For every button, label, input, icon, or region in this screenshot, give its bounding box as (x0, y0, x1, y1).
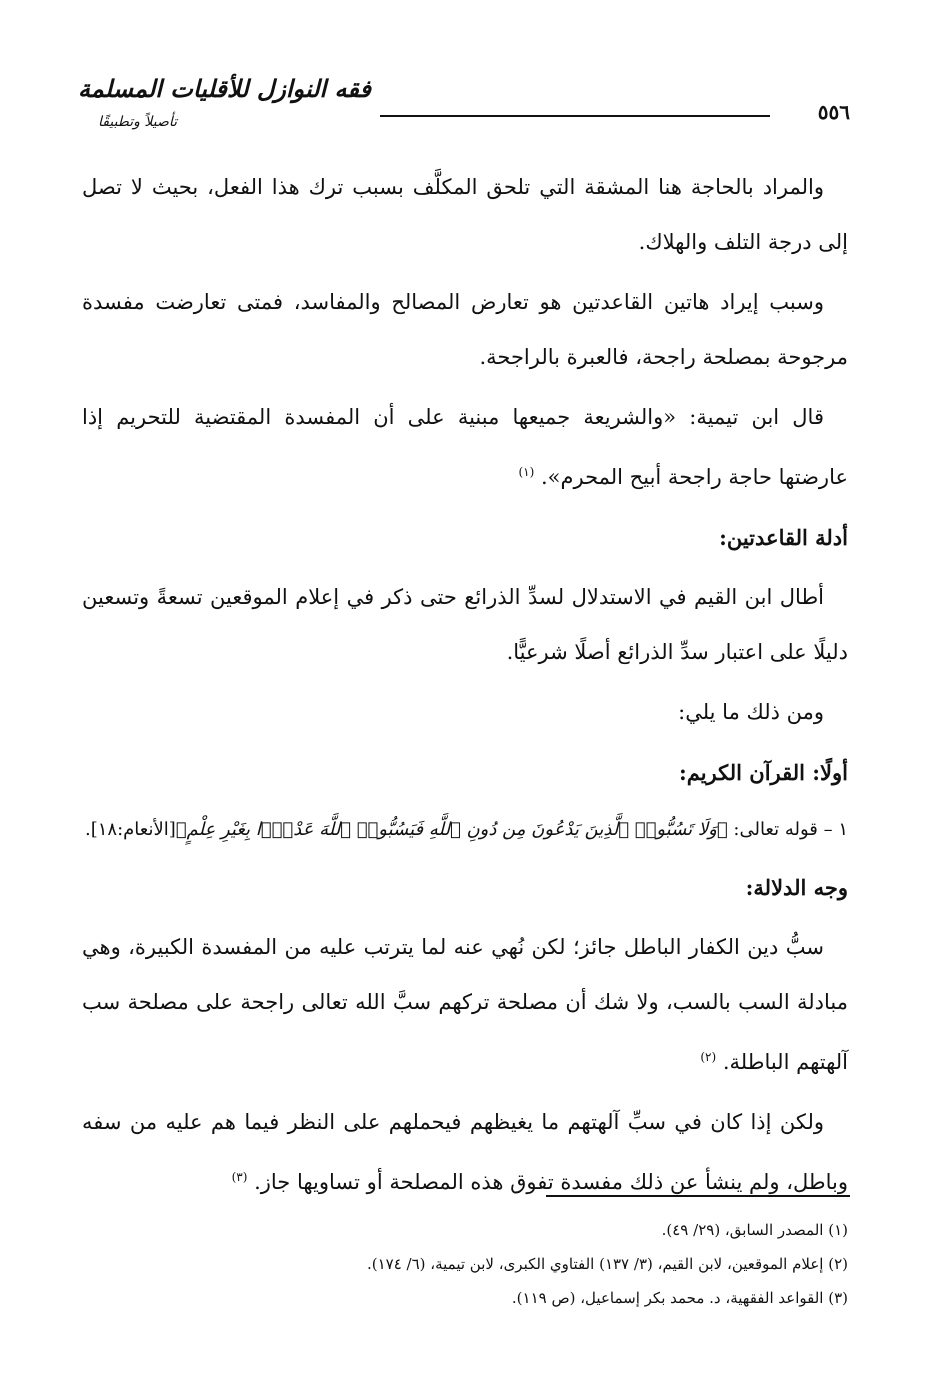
book-subtitle: تأصيلاً وتطبيقًا (98, 114, 178, 130)
subsection-heading: أولًا: القرآن الكريم: (678, 760, 848, 785)
footnotes (82, 1213, 848, 1315)
footnote-ref-1: (١) (518, 465, 535, 479)
paragraph (82, 685, 848, 740)
paragraph (82, 160, 848, 270)
quote-paragraph (82, 390, 848, 505)
footnote-3: (٣) القواعد الفقهية، د. محمد بكر إسماعيل، (ص ١١٩). (511, 1289, 848, 1307)
paragraph (82, 1095, 848, 1210)
book-title: فقه النوازل للأقليات المسلمة (78, 74, 372, 103)
paragraph (82, 920, 848, 1090)
quran-verse-line (82, 805, 848, 855)
section-heading: أدلة القاعدتين: (719, 525, 848, 550)
running-header (78, 62, 850, 142)
paragraph-text: والمراد بالحاجة هنا المشقة التي تلحق المكلَّف بسبب ترك هذا الفعل، بحيث لا تصل إلى درجة التلف والهلاك. (82, 175, 848, 254)
footnote-ref-3: (٣) (231, 1170, 248, 1184)
verse-prefix: ١ – قوله تعالى: (727, 819, 848, 840)
paragraph-text: سبُّ دين الكفار الباطل جائز؛ لكن نُهي عنه لما يترتب عليه من المفسدة الكبيرة، وهي مبادلة السب بالسب، ولا شك أن مصلحة تركهم سبَّ الله تعالى راجحة على مصلحة سب آلهتهم الباطلة. (82, 935, 848, 1074)
page-number: ٥٥٦ (817, 100, 850, 124)
quran-verse: ﴿وَلَا تَسُبُّوا۟ ٱلَّذِينَ يَدْعُونَ مِن دُونِ ٱللَّهِ فَيَسُبُّوا۟ ٱللَّهَ عَدْوًۢا بِغَيْرِ عِلْمٍ﴾ (175, 819, 728, 840)
footnote-separator (546, 1195, 850, 1197)
page-body (82, 160, 848, 1215)
subsection-heading: وجه الدلالة: (745, 875, 848, 900)
paragraph-text: وسبب إيراد هاتين القاعدتين هو تعارض المصالح والمفاسد، فمتى تعارضت مفسدة مرجوحة بمصلحة راجحة، فالعبرة بالراجحة. (82, 290, 848, 369)
footnote-2: (٢) إعلام الموقعين، لابن القيم، (٣/ ١٣٧) الفتاوي الكبرى، لابن تيمية، (٦/ ١٧٤). (366, 1255, 848, 1273)
paragraph (82, 275, 848, 385)
footnote-ref-2: (٢) (700, 1050, 717, 1064)
paragraph (82, 570, 848, 680)
verse-reference: [الأنعام:١٨]. (85, 819, 176, 840)
paragraph-text: ومن ذلك ما يلي: (678, 700, 824, 724)
paragraph-text: ولكن إذا كان في سبِّ آلهتهم ما يغيظهم فيحملهم على النظر فيما هم عليه من سفه وباطل، ولم ينشأ عن ذلك مفسدة تفوق هذه المصلحة أو تساويها جاز. (82, 1110, 848, 1194)
paragraph-text: أطال ابن القيم في الاستدلال لسدِّ الذرائع حتى ذكر في إعلام الموقعين تسعةً وتسعين دليلًا على اعتبار سدِّ الذرائع أصلًا شرعيًّا. (82, 585, 848, 664)
header-rule (380, 115, 770, 117)
paragraph-text: قال ابن تيمية: «والشريعة جميعها مبنية على أن المفسدة المقتضية للتحريم إذا عارضتها حاجة راجحة أبيح المحرم». (82, 405, 848, 489)
footnote-1: (١) المصدر السابق، (٢٩/ ٤٩). (661, 1221, 848, 1239)
